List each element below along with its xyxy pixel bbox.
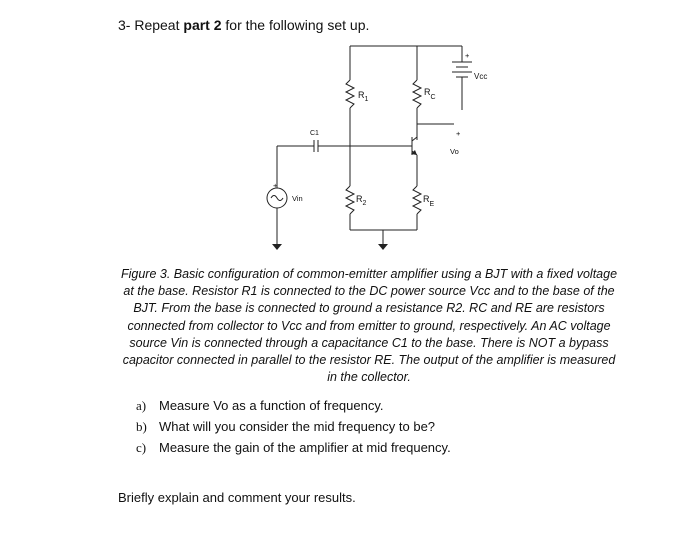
question-item bbox=[136, 440, 451, 461]
circuit-diagram bbox=[252, 40, 504, 260]
question-text: Measure the gain of the amplifier at mid frequency. bbox=[159, 440, 451, 455]
rc-label: $R_C$ bbox=[424, 87, 436, 101]
question-item bbox=[136, 398, 451, 419]
bjt-collector-leg bbox=[412, 137, 417, 141]
heading-bold: part 2 bbox=[183, 17, 222, 33]
re-resistor bbox=[413, 186, 421, 214]
caption-line: at the base. Resistor R1 is connected to the DC power source Vcc and to the base of the bbox=[123, 284, 615, 299]
caption-line: capacitor connected in parallel to the resistor RE. The output of the amplifier is measured bbox=[122, 353, 616, 368]
caption-line: Figure 3. Basic configuration of common-emitter amplifier using a BJT with a fixed voltage bbox=[120, 267, 618, 281]
ground-symbol-icon bbox=[272, 244, 282, 250]
r1-label: $R_1$ bbox=[358, 90, 369, 103]
figure-caption bbox=[114, 266, 624, 386]
re-label: $R_E$ bbox=[423, 194, 435, 208]
question-label: b) bbox=[136, 419, 147, 434]
heading-text-before: Repeat bbox=[130, 17, 184, 33]
question-label: a) bbox=[136, 398, 147, 413]
caption-line: connected from collector to Vcc and from emitter to ground, respectively. An AC voltage bbox=[127, 318, 611, 333]
r1-resistor bbox=[346, 80, 354, 108]
ground-symbol-icon bbox=[378, 244, 388, 250]
vcc-label: Vcc bbox=[474, 72, 488, 81]
question-list bbox=[136, 398, 451, 461]
vo-plus-sign: + bbox=[456, 129, 461, 138]
vin-label: Vin bbox=[292, 194, 303, 203]
question-item bbox=[136, 419, 451, 440]
vin-sine bbox=[271, 196, 283, 201]
question-text: Measure Vo as a function of frequency. bbox=[159, 398, 384, 413]
question-text: What will you consider the mid frequency to be? bbox=[159, 419, 436, 434]
caption-line: in the collector. bbox=[327, 370, 411, 385]
vcc-plus-sign: + bbox=[465, 51, 470, 60]
problem-number: 3- bbox=[118, 17, 131, 33]
caption-line: BJT. From the base is connected to ground a resistance R2. RC and RE are resistors bbox=[133, 301, 605, 316]
heading-text-after: for the following set up. bbox=[221, 17, 370, 33]
caption-line: source Vin is connected through a capacitance C1 to the base. There is NOT a bypass bbox=[129, 335, 609, 350]
closing-instruction: Briefly explain and comment your results. bbox=[118, 490, 356, 505]
rc-resistor bbox=[413, 80, 421, 108]
r2-resistor bbox=[346, 186, 354, 214]
c1-label: C1 bbox=[310, 130, 319, 137]
r2-label: $R_2$ bbox=[356, 194, 367, 207]
vo-label: Vo bbox=[450, 147, 459, 156]
problem-heading bbox=[118, 17, 369, 33]
question-label: c) bbox=[136, 440, 147, 455]
vin-plus-sign: + bbox=[273, 181, 278, 190]
